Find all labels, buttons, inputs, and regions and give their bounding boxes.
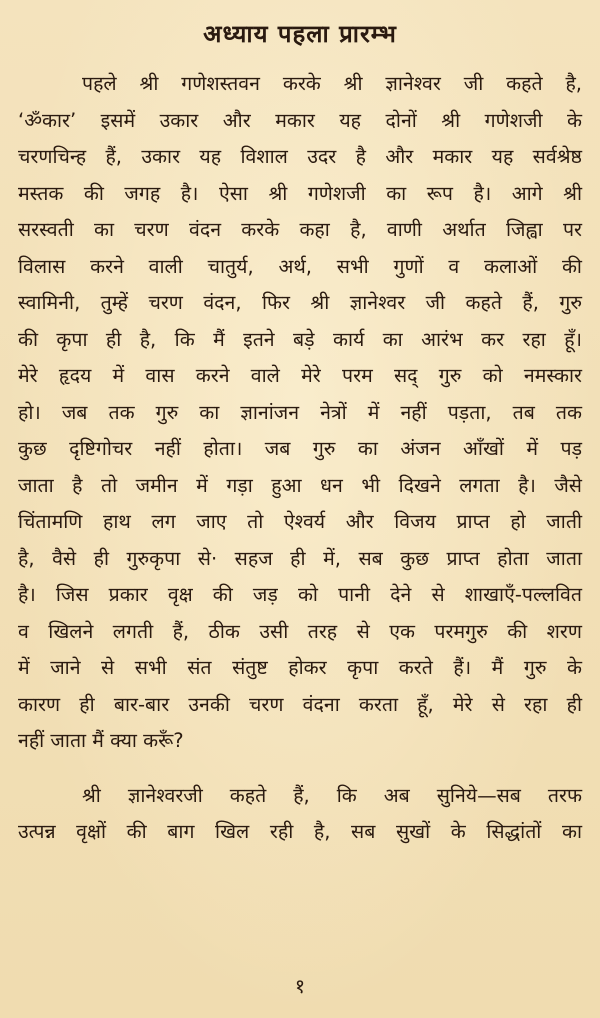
- text-line: स्वामिनी, तुम्हें चरण वंदन, फिर श्री ज्ञानेश्वर जी कहते हैं, गुरु: [18, 291, 582, 314]
- text-line: ‘ॐकार’ इसमें उकार और मकार यह दोनों श्री गणेशजी के: [18, 108, 582, 132]
- paragraph-1: [18, 66, 582, 760]
- text-line: सरस्वती का चरण वंदन करके कहा है, वाणी अर्थात जिह्वा पर: [18, 218, 582, 241]
- text-line: है, वैसे ही गुरुकृपा से· सहज ही में, सब कुछ प्राप्त होता जाता: [18, 546, 582, 570]
- text-line: विलास करने वाली चातुर्य, अर्थ, सभी गुणों व कलाओं की: [18, 254, 582, 278]
- text-line: श्री ज्ञानेश्वरजी कहते हैं, कि अब सुनिये—सब तरफ: [82, 783, 582, 807]
- text-line: नहीं जाता मैं क्या करूँ?: [18, 729, 184, 752]
- text-line: मेरे हृदय में वास करने वाले मेरे परम सद् गुरु को नमस्कार: [18, 364, 582, 387]
- paragraph-spacer: [18, 760, 582, 778]
- chapter-title: अध्याय पहला प्रारम्भ: [203, 20, 397, 48]
- text-line: चरणचिन्ह हैं, उकार यह विशाल उदर है और मकार यह सर्वश्रेष्ठ: [18, 145, 582, 168]
- text-line: है। जिस प्रकार वृक्ष की जड़ को पानी देने से शाखाएँ-पल्लवित: [18, 583, 582, 606]
- paragraph-2: [18, 778, 582, 851]
- text-line: की कृपा ही है, कि मैं इतने बड़े कार्य का आरंभ कर रहा हूँ।: [18, 327, 582, 351]
- page-number: १: [294, 974, 306, 998]
- text-line: जाता है तो जमीन में गड़ा हुआ धन भी दिखने लगता है। जैसे: [18, 473, 582, 497]
- text-line: में जाने से सभी संत संतुष्ट होकर कृपा करते हैं। मैं गुरु के: [18, 656, 582, 679]
- text-line: चिंतामणि हाथ लग जाए तो ऐश्वर्य और विजय प्राप्त हो जाती: [18, 510, 582, 533]
- text-line: कारण ही बार-बार उनकी चरण वंदना करता हूँ, मेरे से रहा ही: [18, 692, 582, 716]
- text-line: हो। जब तक गुरु का ज्ञानांजन नेत्रों में नहीं पड़ता, तब तक: [18, 400, 582, 424]
- text-line: पहले श्री गणेशस्तवन करके श्री ज्ञानेश्वर जी कहते है,: [82, 72, 582, 95]
- text-line: कुछ दृष्टिगोचर नहीं होता। जब गुरु का अंजन आँखों में पड़: [18, 437, 582, 460]
- text-line: उत्पन्न वृक्षों की बाग खिल रही है, सब सुखों के सिद्धांतों का: [18, 820, 582, 843]
- text-line: व खिलने लगती हैं, ठीक उसी तरह से एक परमगुरु की शरण: [18, 619, 582, 643]
- text-line: मस्तक की जगह है। ऐसा श्री गणेशजी का रूप है। आगे श्री: [18, 181, 582, 205]
